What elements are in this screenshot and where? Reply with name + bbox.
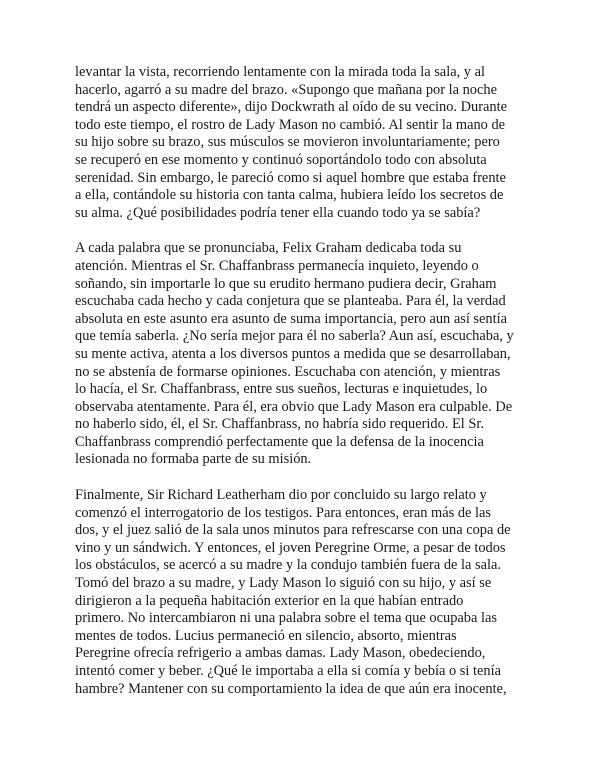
text-line: su alma. ¿Qué posibilidades podría tener ella cuando todo ya se sabía? [75,204,481,221]
text-line: observaba atentamente. Para él, era obvio que Lady Mason era culpable. De [75,398,513,415]
text-line: no se abstenía de formarse opiniones. Escuchaba con atención, y mientras [75,363,501,380]
text-line: A cada palabra que se pronunciaba, Felix Graham dedicaba toda su [75,240,462,257]
text-line: absoluta en este asunto era asunto de suma importancia, pero aun así sentía [75,310,507,327]
text-line: serenidad. Sin embargo, le pareció como si aquel hombre que estaba frente [75,169,506,186]
text-line: todo este tiempo, el rostro de Lady Mason no cambió. Al sentir la mano de [75,116,506,133]
text-line: vino y un sándwich. Y entonces, el joven Peregrine Orme, a pesar de todos [75,539,506,556]
text-line: Finalmente, Sir Richard Leatherham dio por concluido su largo relato y [75,487,487,504]
text-line: no haberlo sido, él, el Sr. Chaffanbrass, no habría sido requerido. El Sr. [75,416,484,433]
text-line: soñando, sin importarle lo que su erudito hermano pudiera decir, Graham [75,275,497,292]
text-line: hambre? Mantener con su comportamiento la idea de que aún era inocente, [75,680,507,697]
text-line: Peregrine ofrecía refrigerio a ambas damas. Lady Mason, obedeciendo, [75,645,486,662]
text-line: Tomó del brazo a su madre, y Lady Mason lo siguió con su hijo, y así se [75,575,492,592]
text-line: dirigieron a la pequeña habitación exterior en la que habían entrado [75,592,464,609]
text-line: lo hacía, el Sr. Chaffanbrass, entre sus sueños, lecturas e inquietudes, lo [75,381,488,398]
text-line: atención. Mientras el Sr. Chaffanbrass permanecía inquieto, leyendo o [75,257,479,274]
text-line: su mente activa, atenta a los diversos puntos a medida que se desarrollaban, [75,345,511,362]
text-line: lesionada no formaba parte de su misión. [75,451,312,468]
text-line: dos, y el juez salió de la sala unos minutos para refrescarse con una copa de [75,522,511,539]
paragraph-2 [75,240,535,469]
text-line: levantar la vista, recorriendo lentamente con la mirada toda la sala, y al [75,64,485,80]
text-line: que temía saberla. ¿No sería mejor para él no saberla? Aun así, escuchaba, y [75,328,514,345]
text-line: primero. No intercambiaron ni una palabra sobre el tema que ocupaba las [75,610,497,627]
text-line: comenzó el interrogatorio de los testigos. Para entonces, eran más de las [75,504,491,521]
body-text [75,64,535,716]
text-line: los obstáculos, se acercó a su madre y la condujo también fuera de la sala. [75,557,501,574]
text-line: a ella, contándole su historia con tanta calma, hubiera leído los secretos de [75,187,504,204]
text-line: intentó comer y beber. ¿Qué le importaba a ella si comía y bebía o si tenía [75,663,501,679]
text-line: tendrá un aspecto diferente», dijo Dockwrath al oído de su vecino. Durante [75,99,507,116]
text-line: Chaffanbrass comprendió perfectamente que la defensa de la inocencia [75,433,484,450]
text-line: mentes de todos. Lucius permaneció en silencio, absorto, mientras [75,627,457,644]
text-line: hacerlo, agarró a su madre del brazo. «Supongo que mañana por la noche [75,81,497,98]
text-line: escuchaba cada hecho y cada conjetura que se planteaba. Para él, la verdad [75,293,506,310]
paragraph-1 [75,64,535,222]
text-line: su hijo sobre su brazo, sus músculos se movieron involuntariamente; pero [75,134,500,151]
text-line: se recuperó en ese momento y continuó soportándolo todo con absoluta [75,151,487,168]
paragraph-3 [75,487,535,698]
